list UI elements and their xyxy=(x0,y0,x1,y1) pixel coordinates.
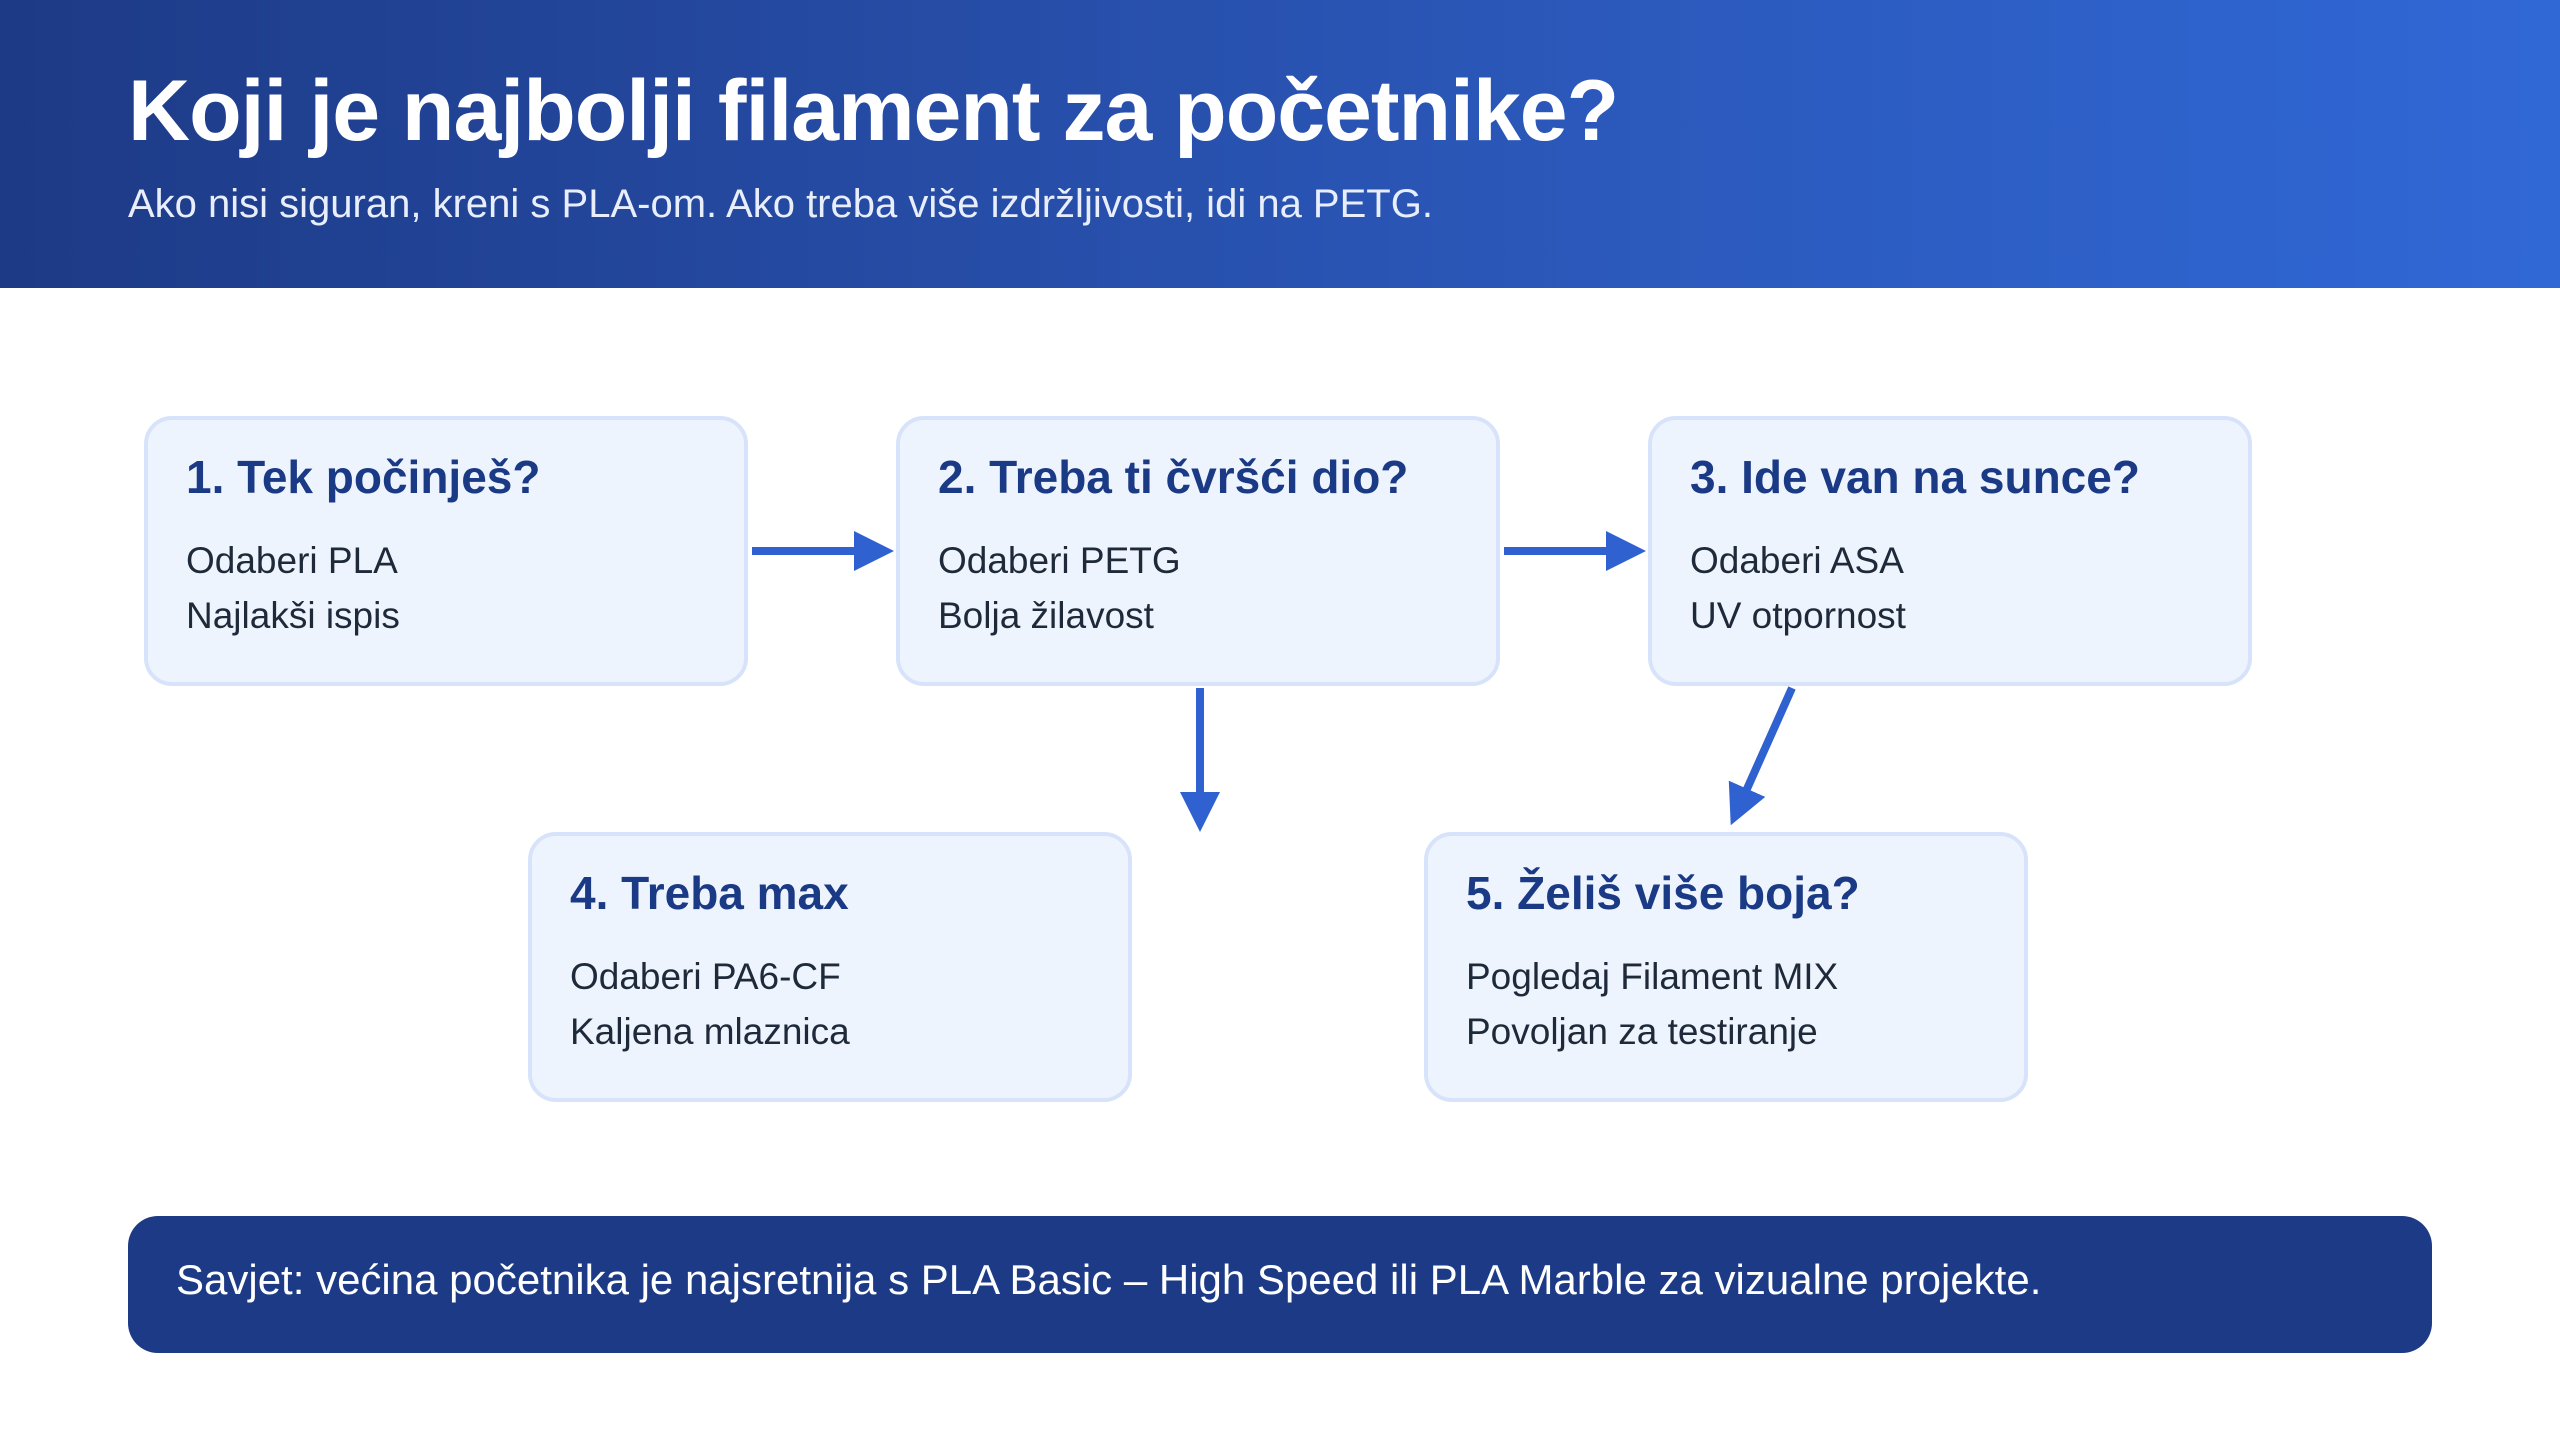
step-card-5 xyxy=(1424,832,2028,1102)
tip-text: Savjet: većina početnika je najsretnija s PLA Basic – High Speed ili PLA Marble za vizualne projekte. xyxy=(176,1256,2042,1303)
arrow-3-to-5 xyxy=(1734,688,1792,818)
step-2-reason: Bolja žilavost xyxy=(938,595,1154,636)
step-2-title: 2. Treba ti čvršći dio? xyxy=(938,451,1409,503)
step-4-title: 4. Treba max xyxy=(570,867,849,919)
step-card-2 xyxy=(896,416,1500,686)
step-2-choice: Odaberi PETG xyxy=(938,540,1181,581)
page-subtitle: Ako nisi siguran, kreni s PLA-om. Ako treba više izdržljivosti, idi na PETG. xyxy=(128,182,1433,226)
step-5-choice: Pogledaj Filament MIX xyxy=(1466,956,1839,997)
step-1-reason: Najlakši ispis xyxy=(186,595,400,636)
page-title: Koji je najbolji filament za početnike? xyxy=(128,63,1619,159)
step-4-reason: Kaljena mlaznica xyxy=(570,1011,850,1052)
step-3-choice: Odaberi ASA xyxy=(1690,540,1904,581)
step-5-title: 5. Želiš više boja? xyxy=(1466,867,1860,919)
step-4-choice: Odaberi PA6-CF xyxy=(570,956,841,997)
step-1-choice: Odaberi PLA xyxy=(186,540,398,581)
step-1-title: 1. Tek počinješ? xyxy=(186,451,541,503)
step-3-title: 3. Ide van na sunce? xyxy=(1690,451,2140,503)
step-card-3 xyxy=(1648,416,2252,686)
step-card-4 xyxy=(528,832,1132,1102)
step-5-reason: Povoljan za testiranje xyxy=(1466,1011,1818,1052)
tip-banner xyxy=(128,1216,2432,1353)
step-3-reason: UV otpornost xyxy=(1690,595,1906,636)
step-card-1 xyxy=(144,416,748,686)
